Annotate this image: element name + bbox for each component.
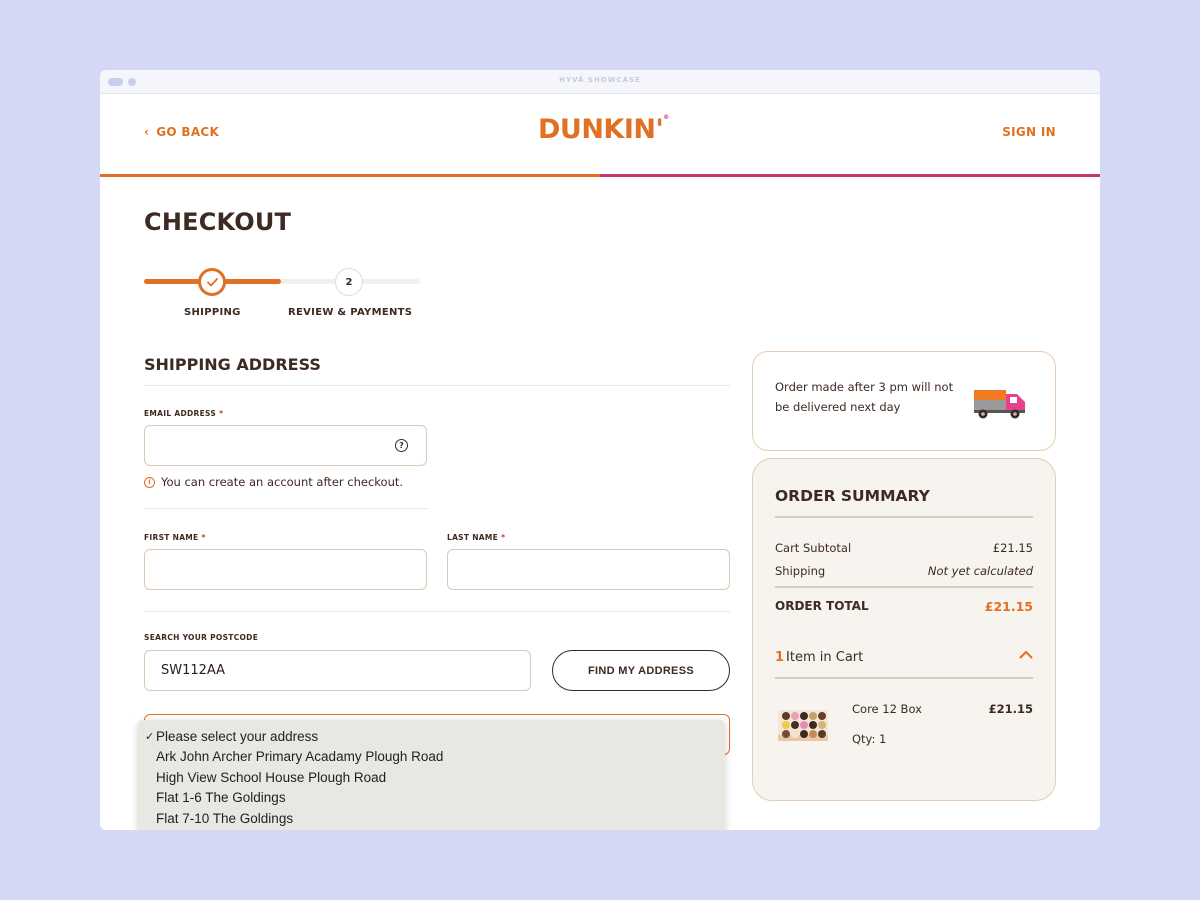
checkmark-icon: ✓ (145, 730, 155, 743)
email-note: i You can create an account after checkout. (144, 475, 403, 489)
field-divider (144, 611, 730, 612)
field-divider (144, 508, 428, 509)
shipping-row (775, 564, 1033, 578)
help-icon[interactable]: ? (395, 439, 408, 452)
address-option[interactable]: ✓ Please select your address (145, 728, 319, 744)
delivery-notice-text: Order made after 3 pm will not be delivered next day (775, 380, 954, 414)
subtotal-row (775, 541, 1033, 555)
first-name-label: FIRST NAME * (144, 533, 206, 542)
cart-count: 1 (775, 650, 785, 665)
summary-divider (775, 586, 1033, 588)
dunkin-logo[interactable]: DUNKIN'® (538, 114, 669, 145)
go-back-label: GO BACK (156, 125, 220, 139)
checkout-progress (144, 266, 420, 326)
step-review-label: REVIEW & PAYMENTS (288, 307, 413, 318)
delivery-truck-icon (973, 386, 1027, 420)
order-summary-card (752, 458, 1056, 801)
brand-stripe (100, 174, 1100, 177)
postcode-input[interactable]: SW112AA (144, 650, 531, 691)
shipping-value: Not yet calculated (927, 564, 1033, 578)
page-title: CHECKOUT (144, 208, 292, 236)
step-review-number[interactable]: 2 (335, 268, 363, 296)
last-name-field[interactable] (447, 549, 730, 590)
order-summary-title: ORDER SUMMARY (775, 487, 930, 505)
delivery-notice-card (752, 351, 1056, 451)
product-qty: Qty: 1 (852, 732, 887, 746)
cart-label: Item in Cart (786, 650, 864, 665)
summary-divider (775, 677, 1033, 679)
order-total-label: ORDER TOTAL (775, 599, 869, 613)
first-name-field[interactable] (144, 549, 427, 590)
subtotal-label: Cart Subtotal (775, 541, 852, 555)
subtotal-value: £21.15 (992, 541, 1033, 555)
step-shipping-label: SHIPPING (184, 307, 241, 318)
address-option[interactable]: High View School House Plough Road (156, 769, 387, 785)
product-name: Core 12 Box (852, 702, 922, 716)
summary-divider (775, 516, 1033, 518)
postcode-label: SEARCH YOUR POSTCODE (144, 633, 259, 642)
find-my-address-button[interactable]: FIND MY ADDRESS (552, 650, 730, 691)
address-dropdown-list (138, 720, 725, 830)
site-header (100, 94, 1100, 174)
browser-window (100, 70, 1100, 830)
product-price: £21.15 (988, 702, 1033, 716)
items-in-cart-toggle[interactable] (775, 650, 863, 665)
browser-chrome (100, 70, 1100, 94)
shipping-address-title: SHIPPING ADDRESS (144, 355, 321, 374)
order-total-row (775, 599, 1033, 614)
email-label: EMAIL ADDRESS * (144, 409, 224, 418)
address-option[interactable]: Flat 7-10 The Goldings (156, 810, 294, 826)
info-icon: i (144, 477, 155, 488)
section-divider (144, 385, 730, 386)
step-shipping-check-icon[interactable] (198, 268, 226, 296)
browser-title: HYVÄ SHOWCASE (559, 76, 641, 84)
chevron-left-icon: ‹ (144, 125, 150, 139)
email-field[interactable] (144, 425, 427, 466)
go-back-link[interactable] (144, 125, 219, 139)
shipping-label: Shipping (775, 564, 826, 578)
donut-box-thumbnail (777, 707, 829, 743)
order-total-value: £21.15 (984, 599, 1033, 614)
address-option[interactable]: Ark John Archer Primary Acadamy Plough Road (156, 749, 444, 765)
sign-in-link[interactable]: SIGN IN (1002, 125, 1056, 139)
address-option[interactable]: Flat 1-6 The Goldings (156, 790, 286, 806)
chevron-up-icon[interactable] (1019, 647, 1033, 663)
last-name-label: LAST NAME * (447, 533, 506, 542)
